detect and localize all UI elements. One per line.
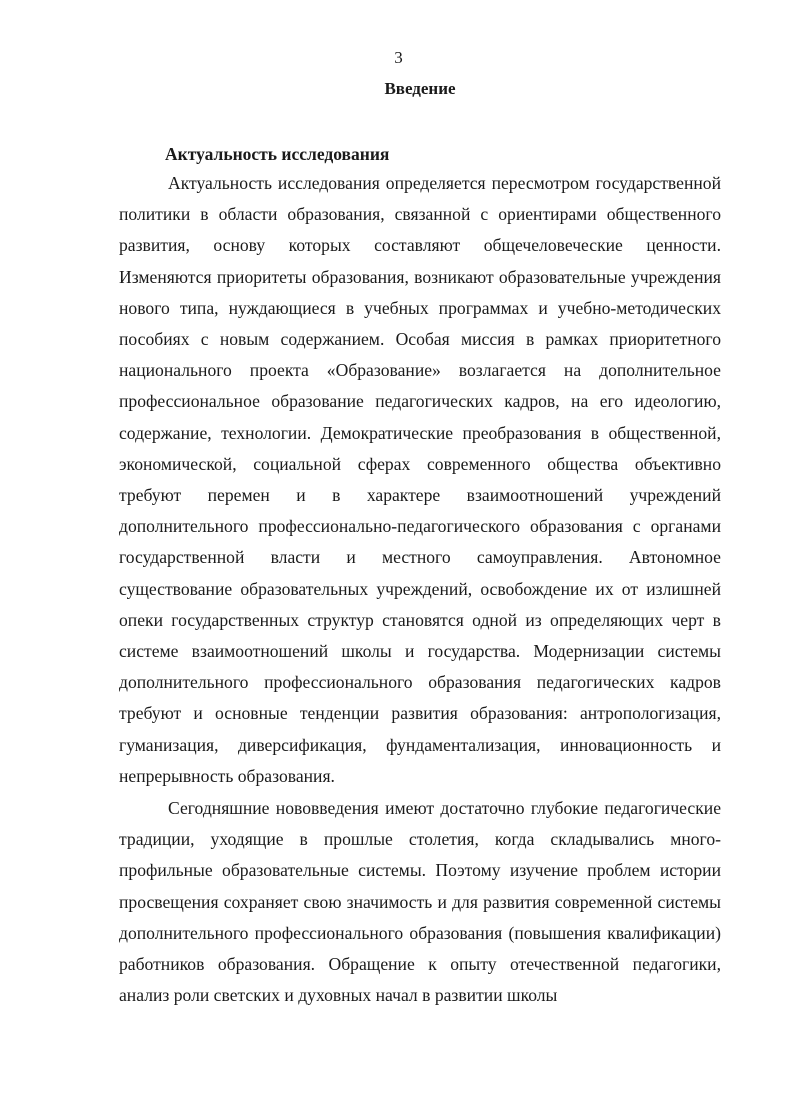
body-paragraph: Актуальность исследования определяется пересмотром государственной политики в области образования, связанной с ориентирами общественного развития, основу которых составляют общечеловеческие ценности. Изменяются приоритеты образования, возникают образовательные учреждения нового типа, нуждающиеся в учебных программах и учебно-методических пособиях с новым содержанием. Особая миссия в рамках приоритетного национального проекта «Образование» возлагается на дополнительное профессиональное образование педагогических кадров, на его идеологию, содержание, технологии. Демократические преобразования в общественной, экономической, социальной сферах современного общества объективно требуют перемен и в характере взаимоотношений учреждений дополнительного профессионально-педагогического образования с органами государственной власти и местного самоуправления. Автономное существование образовательных учреждений, освобождение их от излишней опеки государственных структур становятся одной из определяющих черт в системе взаимоотношений школы и государства. Модернизации системы дополнительного профессионального образования педагогических кадров требуют и основные тенденции развития образования: антропологизация, гуманизация, диверсификация, фундаментализация, инновационность и непрерывность образования. xyxy=(119,173,721,786)
page-title: Введение xyxy=(384,79,456,98)
body-paragraph: Сегодняшние нововведения имеют достаточно глубокие педагогические традиции, уходящие в прошлые столетия, когда складывались многопрофильные образовательные системы. Поэтому изучение проблем истории просвещения сохраняет свою значимость и для развития современной системы дополнительного профессионального образования (повышения квалификации) работников образования. Обращение к опыту отечественной педагогики, анализ роли светских и духовных начал в развитии школы xyxy=(119,798,721,1006)
page-number: 3 xyxy=(394,48,403,67)
section-heading: Актуальность исследования xyxy=(165,144,390,164)
